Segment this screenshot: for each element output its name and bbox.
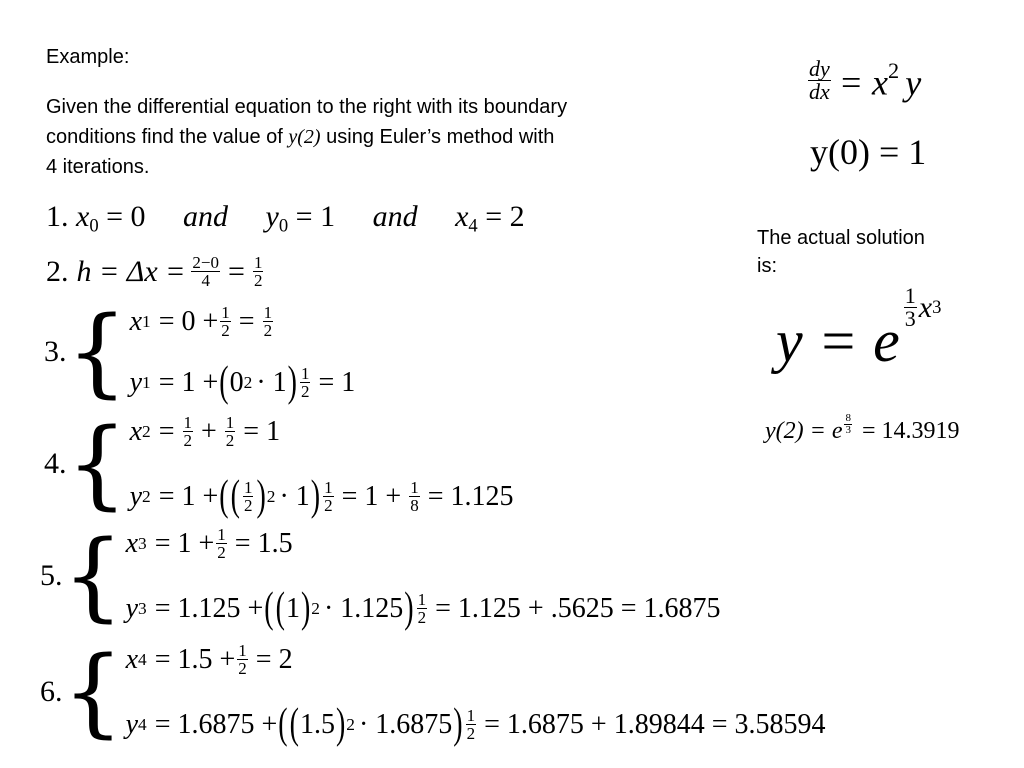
derivative-denominator: dx — [809, 79, 830, 105]
actual-solution-exponent: $\frac{1}{3}$ x 3 — [904, 283, 942, 331]
problem-line-2-tail: using Euler’s method with — [320, 126, 555, 148]
actual-solution-evaluation: y(2) = e $\frac{8}{3}$ = 14.3919 — [765, 412, 960, 444]
step-5: 5. { x 3 = 1 + $\frac{1}{2}$ = 1.5 y 3 = 1.125 + ( ( 1 ) 2 · 1.125 ) $\frac{1}{2}$ = 1.125 + .5625 = 1.6875 — [40, 520, 721, 632]
differential-equation — [806, 58, 921, 104]
problem-line-2-text: conditions find the value of — [46, 126, 289, 148]
step-6-x-update: x 4 = 1.5 + $\frac{1}{2}$ = 2 — [125, 641, 293, 678]
step-4: 4. { x 2 = $\frac{1}{2}$ + $\frac{1}{2}$ = 1 y 2 = 1 + ( ( $\frac{1}{2}$ ) 2 · 1 ) $\frac{1}{2}$ = 1 + $\frac{1}{8}$ = 1.125 — [44, 408, 514, 520]
step-3-brace: { — [66, 296, 128, 408]
step-4-y-update: y 2 = 1 + ( ( $\frac{1}{2}$ ) 2 · 1 ) $\frac{1}{2}$ = 1 + $\frac{1}{8}$ = 1.125 — [129, 471, 514, 520]
step-5-y-update: y 3 = 1.125 + ( ( 1 ) 2 · 1.125 ) $\frac{1}{2}$ = 1.125 + .5625 = 1.6875 — [125, 583, 721, 632]
derivative-numerator: dy — [809, 56, 830, 82]
initial-condition: y(0) = 1 — [810, 132, 927, 172]
actual-solution-label — [757, 224, 925, 280]
problem-line-1: Given the differential equation to the right with its boundary — [46, 96, 568, 118]
step-3-y-update: y 1 = 1 + ( 0 2 · 1 ) $\frac{1}{2}$ = 1 — [129, 357, 356, 406]
step-2: 2. h = Δx = $\frac{2-0}{4}$ = $\frac{1}{2}$ — [46, 253, 263, 290]
step-3-x-update: x 1 = 0 + $\frac{1}{2}$ = $\frac{1}{2}$ — [129, 303, 273, 340]
step-5-brace: { — [62, 520, 124, 632]
step-1: 1. $x_0 = 0$ and $y_0 = 1$ and $x_4 = 2$ — [46, 200, 525, 237]
actual-solution-base: y = e — [776, 308, 900, 374]
step-6-y-update: y 4 = 1.6875 + ( ( 1.5 ) 2 · 1.6875 ) $\frac{1}{2}$ = 1.6875 + 1.89844 = 3.58594 — [125, 699, 826, 748]
target-value: y(2) — [288, 126, 321, 148]
step-3: 3. { x 1 = 0 + $\frac{1}{2}$ = $\frac{1}{2}$ y 1 = 1 + ( 0 2 · 1 ) $\frac{1}{2}$ = 1 — [44, 296, 356, 408]
problem-line-2 — [46, 122, 567, 152]
actual-solution-label-line-2: is: — [757, 255, 777, 277]
derivative-fraction — [808, 58, 831, 103]
step-6-brace: { — [62, 636, 124, 748]
example-heading: Example: — [46, 46, 130, 68]
equation-rhs: = $x^2$ y — [838, 58, 922, 103]
step-4-x-update: x 2 = $\frac{1}{2}$ + $\frac{1}{2}$ = 1 — [129, 413, 281, 450]
step-5-x-update: x 3 = 1 + $\frac{1}{2}$ = 1.5 — [125, 525, 293, 562]
actual-solution-formula — [776, 285, 941, 376]
actual-solution-label-line-1: The actual solution — [757, 227, 925, 249]
problem-statement — [46, 92, 567, 182]
step-6: 6. { x 4 = 1.5 + $\frac{1}{2}$ = 2 y 4 = 1.6875 + ( ( 1.5 ) 2 · 1.6875 ) $\frac{1}{2}$ = 1.6875 + 1.89844 = 3.58594 — [40, 636, 826, 748]
step-4-brace: { — [66, 408, 128, 520]
problem-line-3: 4 iterations. — [46, 156, 150, 178]
